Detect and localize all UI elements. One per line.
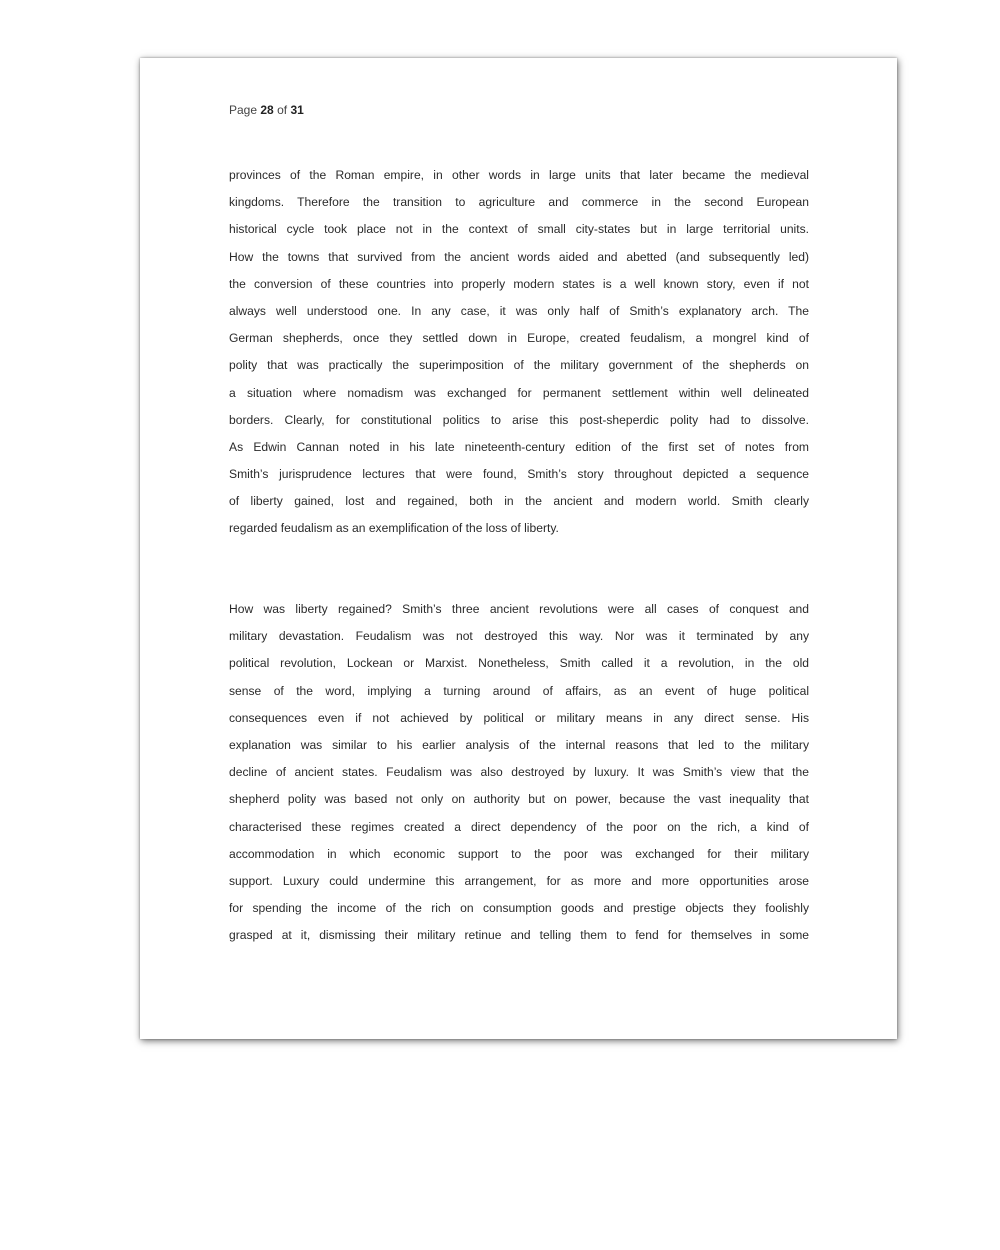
- text-line: Smith’s jurisprudence lectures that were found, Smith’s story throughout depicted a sequence: [229, 467, 809, 482]
- text-line: for spending the income of the rich on consumption goods and prestige objects they foolishly: [229, 901, 809, 916]
- document-page: [140, 58, 897, 1039]
- text-line: consequences even if not achieved by political or military means in any direct sense. His: [229, 710, 809, 725]
- total-pages-number: 31: [290, 103, 304, 117]
- text-line: decline of ancient states. Feudalism was also destroyed by luxury. It was Smith’s view that the: [229, 765, 809, 780]
- text-line: characterised these regimes created a direct dependency of the poor on the rich, a kind of: [229, 819, 809, 834]
- text-line: shepherd polity was based not only on authority but on power, because the vast inequality that: [229, 792, 809, 807]
- text-line: provinces of the Roman empire, in other words in large units that later became the medieval: [229, 168, 809, 182]
- paragraph-1: [229, 162, 809, 543]
- text-line: a situation where nomadism was exchanged for permanent settlement within well delineated: [229, 385, 809, 400]
- current-page-number: 28: [260, 103, 274, 117]
- text-line: political revolution, Lockean or Marxist. Nonetheless, Smith called it a revolution, in the old: [229, 656, 809, 671]
- text-line: How was liberty regained? Smith’s three ancient revolutions were all cases of conquest and: [229, 602, 809, 616]
- text-line: regarded feudalism as an exemplification of the loss of liberty.: [229, 521, 559, 536]
- text-line: borders. Clearly, for constitutional politics to arise this post-sheperdic polity had to dissolve.: [229, 412, 809, 427]
- text-line: kingdoms. Therefore the transition to agriculture and commerce in the second European: [229, 195, 809, 210]
- text-line: the conversion of these countries into properly modern states is a well known story, even if not: [229, 276, 809, 291]
- text-line: explanation was similar to his earlier analysis of the internal reasons that led to the military: [229, 737, 809, 752]
- text-line: military devastation. Feudalism was not destroyed this way. Nor was it terminated by any: [229, 629, 809, 644]
- text-line: accommodation in which economic support to the poor was exchanged for their military: [229, 846, 809, 861]
- text-line: always well understood one. In any case, it was only half of Smith’s explanatory arch. The: [229, 303, 809, 318]
- text-line: sense of the word, implying a turning around of affairs, as an event of huge political: [229, 683, 809, 698]
- page-of-label: of: [277, 103, 288, 117]
- text-line: grasped at it, dismissing their military retinue and telling them to fend for themselves in some: [229, 928, 809, 943]
- page-label: Page: [229, 103, 258, 117]
- text-line: polity that was practically the superimposition of the military government of the shepherds on: [229, 358, 809, 373]
- paragraph-2: [229, 596, 809, 949]
- text-line: support. Luxury could undermine this arrangement, for as more and more opportunities arose: [229, 873, 809, 888]
- text-line: As Edwin Cannan noted in his late nineteenth-century edition of the first set of notes from: [229, 439, 809, 454]
- page-number-header: [229, 103, 304, 117]
- text-line: How the towns that survived from the ancient words aided and abetted (and subsequently led): [229, 249, 809, 264]
- text-line: of liberty gained, lost and regained, both in the ancient and modern world. Smith clearly: [229, 494, 809, 509]
- text-line: historical cycle took place not in the context of small city-states but in large territorial units.: [229, 222, 809, 237]
- text-line: German shepherds, once they settled down in Europe, created feudalism, a mongrel kind of: [229, 331, 809, 346]
